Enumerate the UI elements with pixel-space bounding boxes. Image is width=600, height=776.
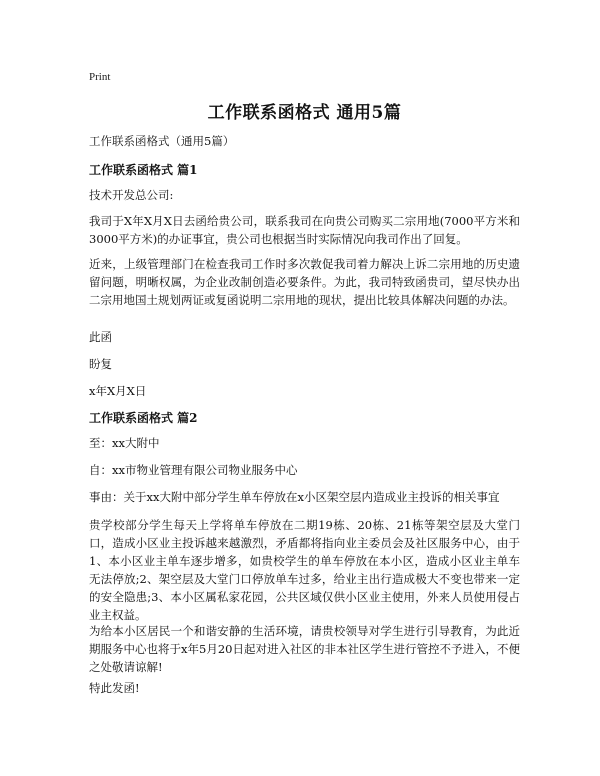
document-title: 工作联系函格式 通用5篇 — [207, 103, 402, 123]
section2-closing: 特此发函! — [89, 681, 140, 695]
section-heading-1: 工作联系函格式 篇1 — [89, 163, 198, 177]
section1-paragraph-1: 我司于X年X月X日去函给贵公司，联系我司在向贵公司购买二宗用地(7000平方米和3000平方米)的办证事宜，贵公司也根据当时实际情况向我司作出了回复。 — [89, 214, 520, 246]
print-label[interactable]: Print — [89, 71, 111, 83]
recipient-line: 至：xx大附中 — [89, 436, 160, 450]
subject-line: 事由：关于xx大附中部分学生单车停放在x小区架空层内造成业主投诉的相关事宜 — [89, 490, 500, 504]
section-heading-2: 工作联系函格式 篇2 — [89, 411, 198, 425]
closing-line-1: 此函 — [89, 330, 112, 344]
letter-date: x年X月X日 — [89, 384, 147, 398]
closing-line-2: 盼复 — [89, 357, 112, 371]
section2-paragraph-2: 为给本小区居民一个和谐安静的生活环境，请贵校领导对学生进行引导教育，为此近期服务中心也将于x年5月20日起对进入社区的非本社区学生进行管控不予进入，不便之处敬请谅解! — [89, 624, 520, 674]
section2-paragraph-1: 贵学校部分学生每天上学将单车停放在二期19栋、20栋、21栋等架空层及大堂门口，造成小区业主投诉越来越激烈，矛盾都将指向业主委员会及社区服务中心，由于1、本小区业主单车逐步增多，如贵校学生的单车停放在本小区，造成小区业主单车无法停放;2、架空层及大堂门口停放单车过多，给业主出行造成极大不变也带来一定的安全隐患;3、本小区属私家花园，公共区域仅供小区业主使用，外来人员使用侵占业主权益。 — [89, 518, 520, 622]
sender-line: 自：xx市物业管理有限公司物业服务中心 — [89, 463, 298, 477]
section1-paragraph-2: 近来，上级管理部门在检查我司工作时多次敦促我司着力解决上诉二宗用地的历史遗留问题，明晰权属，为企业改制创造必要条件。为此，我司特致函贵司，望尽快办出二宗用地国土规划两证或复函说明二宗用地的现状，提出比较具体解决问题的办法。 — [89, 257, 520, 307]
salutation: 技术开发总公司: — [89, 188, 174, 202]
document-subtitle: 工作联系函格式（通用5篇） — [89, 134, 235, 148]
